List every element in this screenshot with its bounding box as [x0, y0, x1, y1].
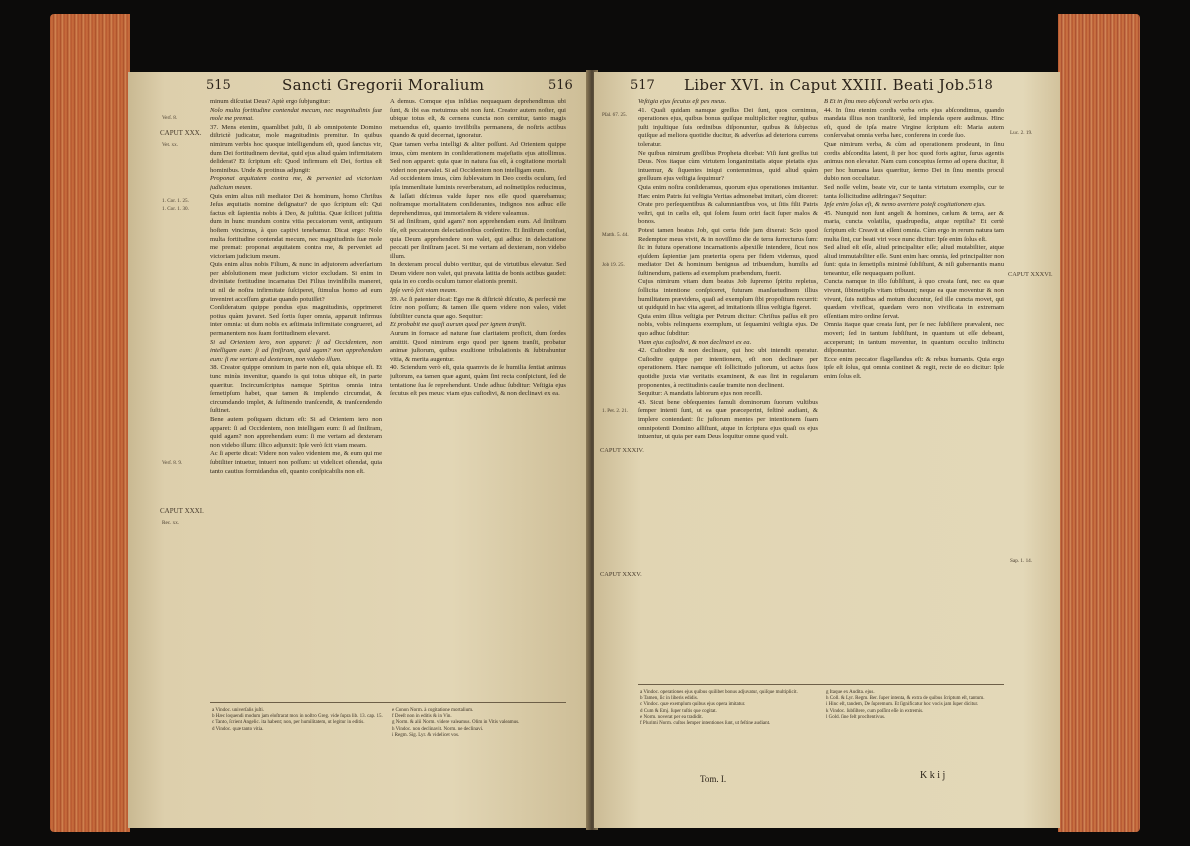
paragraph: Quis enim alius nobis Filium, & nunc in adjutorem adverſarium per abſolutionem meæ judicium victor excludam. Si enim in divinitate fortitudine incarnatus Dei Filius invinſibilis maneret, ut nil de noſtra infirmitate ſuſciperet, ſtimulus homo ad eum inveniret acceſſum gratiæ quando potuiſſet?: [210, 261, 382, 303]
right-margin-caput: CAPUT XXXV.: [600, 571, 642, 578]
footnote: c Vindoc. quæ exemplum quibus ejus opera imitatur.: [640, 702, 746, 708]
right-running-title: Liber XVI. in Caput XXIII. Beati Job.: [684, 76, 970, 94]
paragraph: B Et in ſinu meo abſcondi verba oris ejus.: [824, 98, 935, 105]
volume-mark: Tom. I.: [700, 774, 727, 784]
right-col-2: [824, 98, 1004, 676]
footnote: g Norm. & alii Norm. videre valeamus. Olim in Vitis valeamus.: [392, 720, 520, 726]
footnote: i Regm. Sig. Lyr. & videlicet vos.: [392, 732, 460, 738]
paragraph: Si ad Orientem iero, non apparet: ſi ad Occidentem, non intelligam eum: ſi ad ſiniſtram, quid agam? non apprehendam eum: ſi me vertam ad dexteram, non videbo illum.: [210, 338, 382, 363]
right-margin-note: 1. Pet. 2. 21.: [602, 408, 629, 414]
right-margin-note: Matth. 5. 44.: [602, 232, 629, 238]
right-footnotes-b: [826, 690, 1004, 721]
right-page-number-a: 517: [630, 78, 655, 93]
left-margin-note: Verſ. 8.: [162, 115, 178, 121]
paragraph: Veſtigia ejus ſecutus eſt pes meus.: [638, 98, 727, 105]
right-margin-note: Sap. 1. 14.: [1010, 558, 1033, 564]
paragraph: Ecce enim peccator flagellandus eſt: & rebus humanis. Quia ergo ipſe eſt ſolus, qui omnia continet & regit, recte de eo dicitur: Ipſe enim ſolus eſt.: [824, 355, 1004, 380]
footnote: a Vindoc. univerſalis juſti.: [212, 708, 264, 713]
footnote: k Vindoc. ſubſiſtere, cum poſſint eſſe in extremis.: [826, 708, 924, 714]
footnote: h Coll. & Lyr. Regm. Ber. ſuper intenta, & extra de quibus ſcriptum eſt, tantum.: [826, 696, 985, 702]
paragraph: Cujus nimirum vitam dum beatus Job ſupremo ſpiritu repletus, ſollicita intentione conſpiceret, futuram manſuetudinem illius humilitatem prævidens, quaſi ad exemplum ſibi propoſitum recurrit: ut quidquid in hac vita ageret, ad imitationis illius veſtigia figeret.: [638, 278, 818, 312]
paragraph: Viam ejus cuſtodivi, & non declinavi ex ea.: [638, 338, 752, 346]
footnote: d Vindoc. quæ tanto vitia.: [212, 726, 264, 732]
paragraph: 39. Ac ſi patenter dicat: Ego me & diſtrictè diſcutio, & perfectè me ſcire non poſſum; & tamen ille quem videre non valeo, videt ſubtiliter cuncta quæ ago. Sequitur:: [390, 295, 566, 320]
paragraph: Quæ tamen verba intelligi & aliter poſſunt. Ad Orientem quippe imus, cùm mentem in conſiderationem majeſtatis ejus attollimus. Sed non apparet: quia quæ in natura ſua eſt, à cogitatione mortali videri non prævalet. Si ad Occidentem non intelligam eum.: [390, 140, 566, 174]
footnote: e Conon Norm. à cogitatione mortalium.: [392, 708, 474, 713]
paragraph: Ac ſi aperte dicat: Videre non valeo videntem me, & eum qui me ſubtiliter intuetur, intueri non poſſum: ut videlicet oſtendat, quia tanto cautius formidandus eſt, quanto conſpicabilis non eſt.: [210, 450, 382, 475]
left-margin-note: Verſ. 8. 9.: [162, 460, 183, 466]
left-margin-note: 1. Cor. 1. 25.: [162, 198, 189, 204]
footnote: f Plurimi Norm. cuſtos ſemper intentiones ſunt, ut feſtine audiant.: [640, 721, 771, 727]
right-margin-note: Pſal. 67. 25.: [602, 112, 627, 118]
paragraph: Omnia itaque quæ creata ſunt, per ſe nec ſubſiſtere prævalent, nec moveri; ſed in tantum ſubſiſtunt, in quantum ut eſſe debeant, acceperunt; in tantum moventur, in quantum occulto inſtinctu diſponuntur.: [824, 321, 1004, 355]
paragraph: Ad occidentem imus, cùm ſublevatum in Deo cordis oculum, ſed ipſa immenſitate luminis reverberatum, ad noſmetipſos reducimus, & laſſati diſcimus valde ſuper nos eſſe quod quærebamus; noſtramque mortalitatem conſiderantes, indignos nos adhuc eſſe deprehendimus, qui immortalem & videre valeamus.: [390, 175, 566, 217]
paragraph: 42. Cuſtodire & non declinare, qui hoc ubi intendit operatur. Cuſtodire quippe per intentionem, eſt non declinare per operationem. Hæc namque eſt ſollicitudo juſtorum, ut actus ſuos quotidie juxta viæ veritatis examinent, & eas ſint in regularum proponentes, à rectitudinis cauſæ tramite non declinent.: [638, 347, 818, 389]
paragraph: Ipſe verò ſcit viam meam.: [390, 287, 458, 295]
paragraph: Potest tamen beatus Job, qui certa fide jam dixerat: Scio quod Redemptor meus vivit, & in noviſſimo die de terra ſurrecturus ſum: ſic in futura operatione incarnationis aſpexiſſe intendere, ſicut nos ejuſdem ſapientiæ jam præterita opera per fidem videmus, quod mediator Dei & hominum benignus ad tribuendum, humilis ad ſuſtinendum, patiens ad exemplum præbendum, fuerit.: [638, 226, 818, 277]
right-footnotes-a: [640, 690, 820, 727]
footnote: l Gold. ſine feſt procſtentivus.: [826, 714, 886, 720]
paragraph: Bene autem poſtquam dictum eſt: Si ad Orientem iero non apparet: ſi ad Occidentem, non intelligam eum: ſi ad ſiniſtram, quid agam? non apprehendam eum: ſi me vertam ad dexteram non videbo illum: illico adjunxit: Ipſe verò ſcit viam meam.: [210, 415, 382, 449]
paragraph: A demus. Comque ejus inſidias nequaquam deprehendimus ubi ſunt, & ibi eas metuimus ubi non ſunt. Creator autem noſter, qui ubique totus eſt, & cernens cuncta non cernitur, tanto magis metuendus eſt, quanto inviſibilis permanens, de noſtris actibus quando & quid decernat, ignoratur.: [390, 98, 566, 140]
left-margin-caput: CAPUT XXX.: [160, 129, 202, 137]
footnote: b Hæc loquendi modum jam eloſtrarat mox in noſtro Greg. vide ſupra lib. 13. cap. 15.: [212, 714, 383, 720]
paragraph: 40. Sciendum verò eſt, quia quamvis de ſe humilia ſentiat animus juſtorum, ea tamen quæ agunt, quàm ſint recta conſpiciunt, ſed de tentatione ſua ſe reprehendunt. Unde adhuc ſubditur: Veſtigia ejus ſecutus eſt pes meus: viam ejus cuſtodivi, & non declinavi ex ea.: [390, 364, 566, 398]
left-margin-note: Vet. xx.: [162, 142, 178, 148]
footnote: d Cum & Emj. ſuper tuſtis que cogitat.: [640, 708, 717, 714]
paragraph: Quæ nimirum verba, & cùm ad operationem prodeunt, in ſinu cordis abſcondita latent, ſi per hoc quod foris agitur, ſurus agentis animus non elevatur. Nam cum conceptus ſermo ad opera ducitur, ſi per hoc humana laus quæritur, ſermo Dei in ſinu mentis procul dubio non occultatur.: [824, 140, 1004, 183]
paragraph: Sequitur: A mandatis labiorum ejus non receſſi.: [638, 390, 763, 398]
footnote: c Tanto, ſcrient Angelic. ita habent; non, per humilitatem, ut legitur in editis.: [212, 720, 365, 726]
left-page-number-a: 515: [206, 78, 231, 93]
paragraph: 41. Quaſi quidam namque greſſus Dei ſunt, quos cernimus, operationes ejus, quibus bonus quiſque multipliciter regitur, quibus juſti injuſtique ſuis ordinibus diſponuntur, quibus & ſubjectus quiſque ad meliora quotidie ducitur, & adverſus ad deteriora currens toleratur.: [638, 106, 818, 148]
left-margin-note: Rec. xx.: [162, 520, 180, 526]
left-margin-note: 1. Cor. 1. 30.: [162, 206, 189, 212]
footnote: a Vindoc. operationes ejus quibus quilibet bonus adjuvatur, quiſque multiplicit.: [640, 690, 798, 695]
right-margin-note: Luc. 2. 19.: [1010, 130, 1033, 136]
paragraph: Quis enim alius niſi mediator Dei & hominum, homo Chriſtus Jeſus æquitatis nomine deſignatur? de quo ſcriptum eſt: Qui factus eſt ſapientia nobis à Deo, & juſtitia. Quæ ſcilicet juſtitia dum in hunc mundum contra vitia peccatorum venit, antiquum hoſtem vincimus, à quo captivi tenebamur. Dicat ergo: Nolo multa fortitudine contendat mecum, nec magnitudinis ſuæ mole me premat: proponat æquitatem contra me, & perveniet ad victoriam judicium meum.: [210, 192, 382, 260]
right-margin-caput: CAPUT XXXVI.: [1008, 271, 1053, 278]
paragraph: minum diſcutiat Deus? Aptè ergo ſubjungitur:: [210, 98, 331, 105]
paragraph: 45. Nunquid non ſunt angeli & homines, cælum & terra, aer & maria, cuncta volatilia, quadrupedia, atque reptilia? Et certè ſcriptum eſt: Creavit ut eſſent omnia. Cùm ergo in rerum natura tam multa ſint, cur beati viri voce nunc dicitur: Ipſe enim ſolus eſt.: [824, 209, 1004, 243]
paragraph: Nolo multa fortitudine contendat mecum, nec magnitudinis ſuæ mole me premat.: [210, 106, 382, 123]
footnote: g Itaque ex Audita. ejus.: [826, 690, 875, 695]
right-col-1: [638, 98, 818, 676]
paragraph: 38. Creator quippe omnium in parte non eſt, quia ubique eſt. Et tunc minùs invenitur, quando is qui totus ubique eſt, in parte quæritur. Incircumſcriptus namque Spiritus omnia intra ſemetipſum habet, quæ tamen & implendo circumdat, & circumdando implet, & ſuſtinendo tranſcendit, & tranſcendendo ſuſtinet.: [210, 364, 382, 415]
paragraph: Ipſe enim ſolus eſt, & nemo avertere poteſt cogitationem ejus.: [824, 201, 986, 209]
right-page-number-b: 518: [968, 78, 993, 93]
paragraph: Cuncta namque in illo ſubſiſtunt, à quo creata ſunt, nec ea quæ vivunt, ſibimetipſis vitam tribuunt; neque ea quæ moventur & non vivunt, ſuis nutibus ad motum ducuntur, ſed ille cuncta movet, qui quædam vivificat, quædam vero non vivificata in extremam eſſentiam miro ordine ſervat.: [824, 278, 1004, 320]
right-margin-note: Job 19. 25.: [602, 262, 625, 268]
paragraph: 44. In ſinu etenim cordis verba oris ejus abſcondimus, quando mandata illius non tranſitoriè, ſed implenda opere audimus. Hinc eſt, quod de ipſa matre Virgine ſcriptum eſt: Maria autem conſervabat omnia verba hæc, conferens in corde ſuo.: [824, 106, 1004, 140]
paragraph: Sed aliud eſt eſſe, aliud principaliter eſſe; aliud mutabiliter, atque aliud immutabiliter eſſe. Sunt enim hæc omnia, ſed principaliter non ſunt: quia in ſemetipſis minimè ſubſiſtunt, & niſi gubernantis manu teneantur, eſſe nequaquam poſſunt.: [824, 244, 1004, 277]
right-margin-caput: CAPUT XXXIV.: [600, 447, 644, 454]
footnote: f Deeſt non in editis & in Vin.: [392, 714, 452, 720]
left-footnotes-a: [212, 708, 384, 733]
paragraph: Ne quibus nimirum greſſibus Propheta dicebat: Viſi ſunt greſſus tui Deus. Nos itaque cùm virtutem longanimitatis atque pietatis ejus intuemur, & ſiquentes iniqui contemnimus, quid aliud quàm greſſuum ejus veſtigia ſequimur?: [638, 149, 818, 183]
right-footnote-rule: [638, 684, 1004, 685]
paragraph: Et probabit me quaſi aurum quod per ignem tranſit.: [390, 321, 527, 329]
footnote: e Norm. noverat per ea tradidit.: [640, 714, 703, 720]
footnote: b Tamen, ſic in liberis edidis.: [640, 696, 699, 702]
footnote: h Vindoc. non declinavit. Norm. ne declinavi.: [392, 726, 484, 732]
paragraph: Quia enim illius veſtigia per Petrum dicitur: Chriſtus paſſus eſt pro nobis, vobis relinquens exemplum, ut ſequamini veſtigia ejus. De quo adhuc ſubditur:: [638, 312, 818, 338]
left-margin-caput: CAPUT XXXI.: [160, 507, 204, 515]
paragraph: 37. Mens etenim, quamlibet juſti, ſi ab omnipotente Domino diſtrictè judicatur, mole magnitudinis premitur. In quibus nimirum verbis hoc quoque intelligendum eſt, quod ſanctus vir, dum Dei fortitudinem devitat, quid ejus aliud quàm infirmitatem deſiderat? Et ſcriptum eſt: Quod infirmum eſt Dei, fortius eſt hominibus. Unde & protinus adjungit:: [210, 123, 382, 174]
paragraph: Proponat æquitatem contra me, & perveniet ad victoriam judicium meum.: [210, 175, 382, 191]
right-page-edges: [1058, 14, 1140, 832]
footnote: i Hinc eſt, tandem, De ſupremum. Et ſignificatur hoc vocis jam ſuper dicitur.: [826, 702, 979, 708]
paragraph: In dexteram procul dubio vertitur, qui de virtutibus elevatur. Sed Deum videre non valet, qui pravata latitia de bonis actibus gaudet: quia in eo cordis oculum tumor elationis premit.: [390, 261, 566, 286]
paragraph: Sed noſſe velim, beate vir, cur te tanta virtutum exemplis, cur te tanta ſollicitudine adſtringas? Sequitur:: [824, 183, 1004, 200]
paragraph: Aurum in fornace ad naturæ ſuæ claritatem proficit, dum ſordes amittit. Quod nimirum ergo quod per ignem tranſit, probatur animæ juſtorum, quibus exuſtione tribulationis & ſubtrahuntur vitia, & merita augentur.: [390, 330, 566, 363]
paragraph: 43. Sicut bene obſequentes famuli dominorum ſuorum vultibus ſemper intenti ſunt, ut ea quæ præceperint, feſtinè audiant, & implere contendant: ſic juſtorum mentes per intentionem ſuam omnipotenti Domino aſſiſtunt, atque in ſcriptura ejus quaſi os ejus intuentur, ut quia per eam Deus loquitur omne quod vult.: [638, 398, 818, 441]
left-footnotes-b: [392, 708, 564, 739]
left-col-1: [210, 98, 382, 696]
signature-code: K k i j: [920, 770, 946, 781]
left-page-edges: [50, 14, 130, 832]
paragraph: Si ad ſiniſtram, quid agam? non apprehendam eum. Ad ſiniſtram iſe, eſt peccatorum delectationibus conſentire. Et ſiniſtrum conſtat, quia Deum apprehendere non valet, qui adhuc in delectatione peccati per ſiniſtram jacet. Si me vertam ad dexteram, non videbo illum.: [390, 218, 566, 260]
left-col-2: [390, 98, 566, 696]
left-running-title: Sancti Gregorii Moralium: [282, 76, 485, 94]
paragraph: Conſideratum quippe pondus ejus magnitudinis, opprimeret potius quàm juvaret. Sed ſortis ſuper omnia, apparuit infirmus inter omnia: ut dum nobis ex æſtimata infirmitate congrueret, ad permanentem nos ſuam fortitudinem elevaret.: [210, 304, 382, 338]
paragraph: Quia enim noſtra conſideramus, quorum ejus operationes imitantur. Hæc enim Patris ſui veſtigia Veritas admonebat imitari, cùm diceret: Orate pro perſequentibus & calumniantibus vos, ut ſitis filii Patris veſtri, qui in cælis eſt, qui ſolem ſuum oriri facit ſuper malos & bonos.: [638, 183, 818, 226]
left-footnote-rule: [210, 702, 566, 703]
left-page-number-b: 516: [548, 78, 573, 93]
